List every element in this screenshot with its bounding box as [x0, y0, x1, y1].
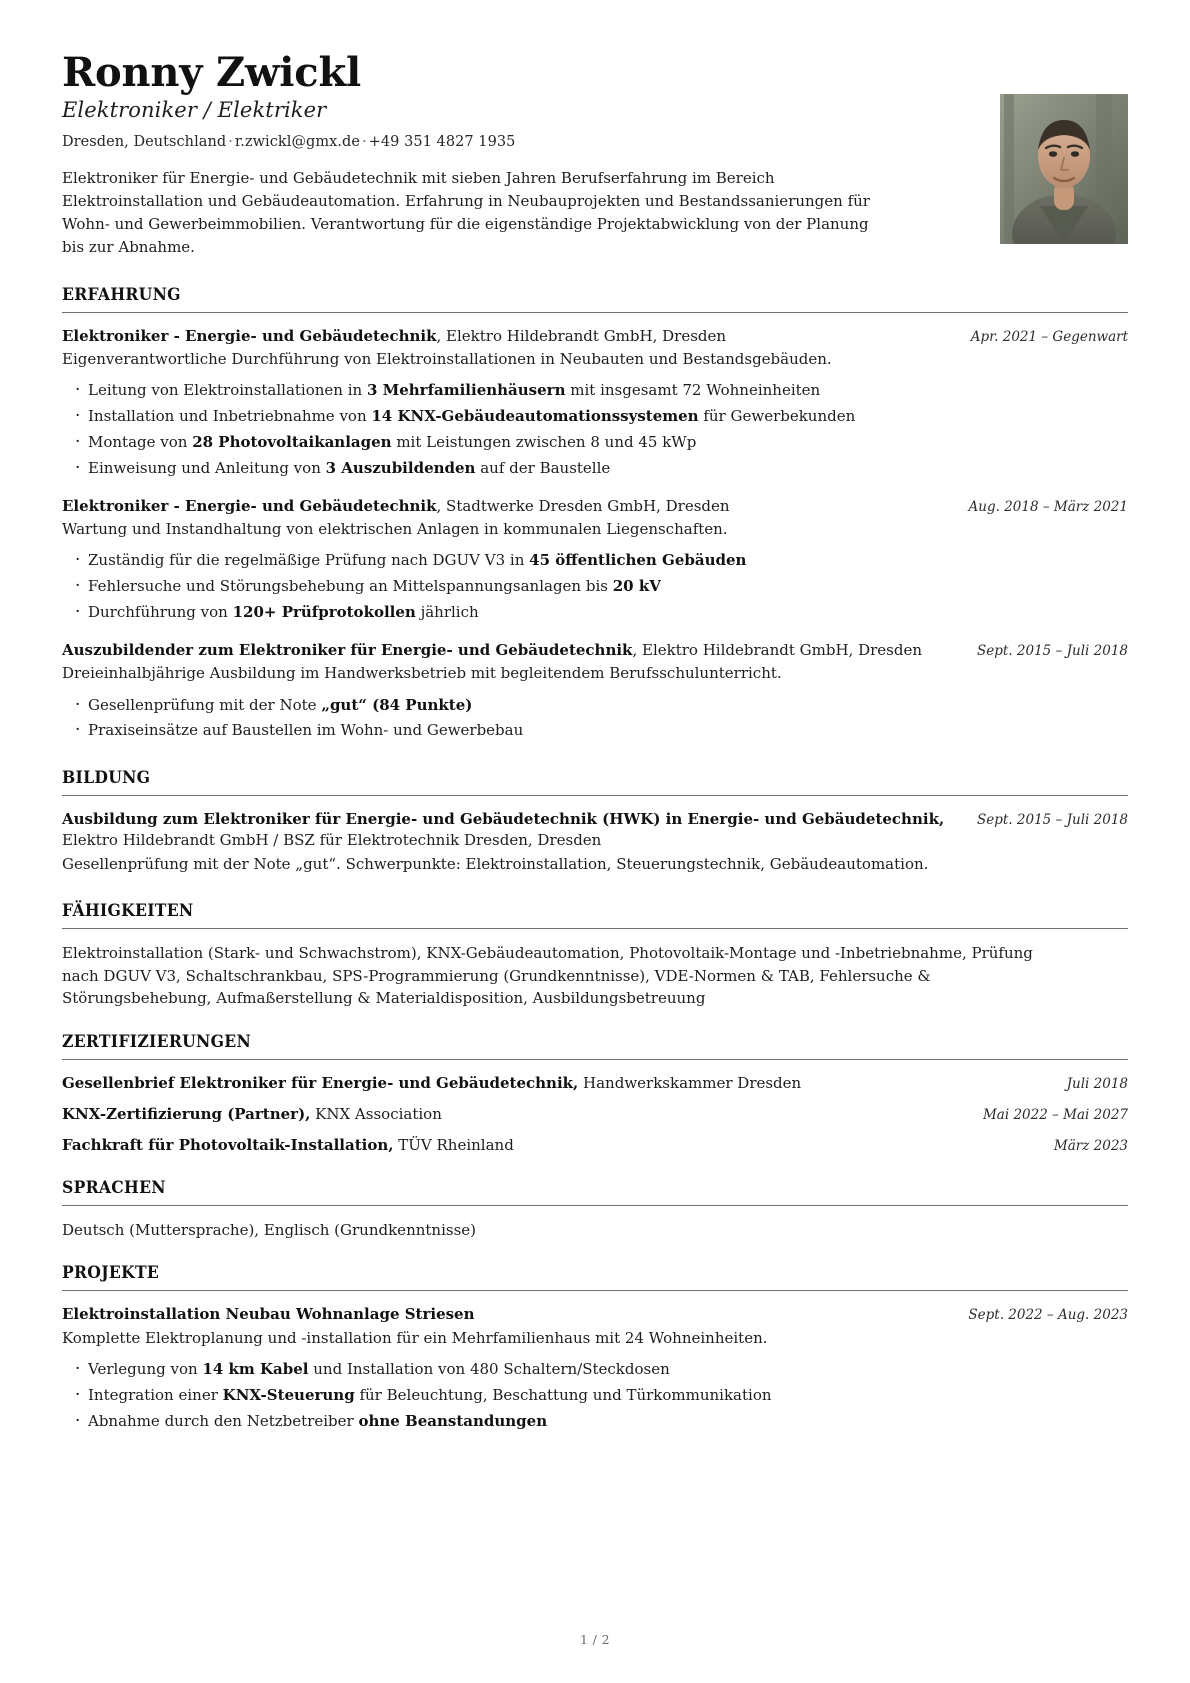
bullet-text-bold: 14 KNX-Gebäudeautomationssystemen — [371, 407, 699, 426]
contact-phone[interactable]: +49 351 4827 1935 — [368, 133, 516, 150]
certification-date: Juli 2018 — [1066, 1075, 1128, 1092]
job-headline: Elektroniker / Elektriker — [62, 98, 327, 123]
entry-date: Sept. 2015 – Juli 2018 — [977, 642, 1128, 659]
section-projects — [62, 1263, 1128, 1432]
entry-title — [62, 326, 953, 347]
entry-header — [62, 640, 1128, 661]
entry-date: Apr. 2021 – Gegenwart — [970, 328, 1128, 345]
section-divider — [62, 795, 1128, 796]
bullet-text-pre: Zuständig für die regelmäßige Prüfung nach DGUV V3 in — [88, 551, 530, 570]
languages-text: Deutsch (Muttersprache), Englisch (Grundkenntnisse) — [62, 1220, 476, 1239]
entry-description: Dreieinhalbjährige Ausbildung im Handwerksbetrieb mit begleitendem Berufsschulunterricht. — [62, 664, 782, 683]
entry-header — [62, 809, 1128, 852]
certification-name — [62, 1104, 442, 1125]
bullet-text-post: jährlich — [415, 602, 479, 621]
list-item — [62, 549, 1128, 572]
entry-header — [62, 1304, 1128, 1325]
section-experience — [62, 285, 1128, 743]
section-heading-education: BILDUNG — [62, 768, 151, 789]
entry-header — [62, 496, 1128, 517]
bullet-text-post: mit Leistungen zwischen 8 und 45 kWp — [391, 433, 697, 451]
project-name: Elektroinstallation Neubau Wohnanlage Striesen — [62, 1305, 475, 1324]
bullet-text-pre: Montage von — [88, 433, 193, 451]
education-institution: Elektro Hildebrandt GmbH / BSZ für Elektrotechnik Dresden, Dresden — [62, 831, 602, 850]
bullet-text-post: mit insgesamt 72 Wohneinheiten — [565, 381, 821, 400]
entry-bullet-list — [62, 694, 1128, 743]
bullet-text-bold: 45 öffentlichen Gebäuden — [529, 551, 747, 570]
bullet-text-bold: KNX-Steuerung — [222, 1385, 355, 1404]
bullet-text-pre: Fehlersuche und Störungsbehebung an Mittelspannungsanlagen bis — [88, 577, 613, 596]
certification-title: Gesellenbrief Elektroniker für Energie- und Gebäudetechnik, — [62, 1073, 579, 1092]
list-item — [62, 601, 1128, 624]
bullet-text-bold: „gut“ (84 Punkte) — [321, 695, 473, 714]
section-skills — [62, 901, 1128, 1010]
bullet-text-bold: 14 km Kabel — [202, 1360, 309, 1379]
entry-title — [62, 809, 959, 852]
bullet-text-bold: 120+ Prüfprotokollen — [232, 602, 416, 621]
bullet-text-pre: Durchführung von — [88, 602, 233, 621]
certification-issuer: TÜV Rheinland — [393, 1135, 514, 1154]
section-languages — [62, 1178, 1128, 1242]
section-heading-languages: SPRACHEN — [62, 1177, 166, 1198]
section-education — [62, 768, 1128, 875]
entry-description: Gesellenprüfung mit der Note „gut“. Schwerpunkte: Elektroinstallation, Steuerungstechnik, Gebäudeautomation. — [62, 854, 929, 873]
bullet-text-pre: Abnahme durch den Netzbetreiber — [88, 1411, 359, 1430]
section-divider — [62, 928, 1128, 929]
entry-bullet-list — [62, 549, 1128, 623]
bullet-text-pre: Installation und Inbetriebnahme von — [88, 407, 372, 426]
bullet-text-pre: Praxiseinsätze auf Baustellen im Wohn- und Gewerbebau — [88, 721, 524, 740]
entry-company: , Stadtwerke Dresden GmbH, Dresden — [436, 496, 730, 515]
section-divider — [62, 1290, 1128, 1291]
section-heading-certifications: ZERTIFIZIERUNGEN — [62, 1031, 252, 1052]
bullet-text-pre: Integration einer — [88, 1385, 223, 1404]
bullet-text-post: für Beleuchtung, Beschattung und Türkommunikation — [354, 1385, 772, 1404]
entry-role: Elektroniker - Energie- und Gebäudetechnik — [62, 326, 437, 345]
education-degree: Ausbildung zum Elektroniker für Energie- und Gebäudetechnik (HWK) in Energie- und Gebäudetechnik, — [62, 810, 945, 829]
profile-summary: Elektroniker für Energie- und Gebäudetechnik mit sieben Jahren Berufserfahrung im Bereich Elektroinstallation und Gebäudeautomation. Erfahrung in Neubauprojekten und Bestandssanierungen für Wohn- und Gewerbeimmobilien. Verantwortung für die eigenständige Projektabwicklung von der Planung bis zur Abnahme. — [62, 169, 870, 256]
contact-line — [62, 133, 1128, 152]
project-entry — [62, 1304, 1128, 1432]
entry-company: , Elektro Hildebrandt GmbH, Dresden — [632, 640, 922, 659]
bullet-text-bold: 28 Photovoltaikanlagen — [192, 433, 392, 451]
section-heading-skills: FÄHIGKEITEN — [62, 901, 194, 922]
certification-row — [62, 1135, 1128, 1156]
bullet-text-pre: Verlegung von — [88, 1360, 203, 1379]
entry-description: Wartung und Instandhaltung von elektrischen Anlagen in kommunalen Liegenschaften. — [62, 519, 728, 538]
experience-entry — [62, 496, 1128, 624]
list-item — [62, 694, 1128, 717]
certification-title: Fachkraft für Photovoltaik-Installation, — [62, 1135, 394, 1154]
entry-company: , Elektro Hildebrandt GmbH, Dresden — [436, 326, 727, 345]
list-item — [62, 1358, 1128, 1381]
certification-date: März 2023 — [1053, 1137, 1128, 1154]
list-item — [62, 457, 1128, 480]
contact-location: Dresden, Deutschland — [62, 133, 227, 150]
entry-date: Sept. 2022 – Aug. 2023 — [968, 1307, 1128, 1324]
section-heading-projects: PROJEKTE — [62, 1263, 160, 1284]
entry-bullet-list — [62, 379, 1128, 479]
bullet-text-pre: Leitung von Elektroinstallationen in — [88, 381, 367, 400]
certification-row — [62, 1073, 1128, 1094]
bullet-text-bold: ohne Beanstandungen — [358, 1411, 548, 1430]
list-item — [62, 1384, 1128, 1407]
certification-issuer: Handwerkskammer Dresden — [578, 1073, 802, 1092]
certification-row — [62, 1104, 1128, 1125]
entry-title — [62, 640, 959, 661]
contact-email[interactable]: r.zwickl@gmx.de — [234, 133, 360, 150]
bullet-text-post: auf der Baustelle — [475, 458, 611, 477]
experience-entry — [62, 326, 1128, 480]
certification-issuer: KNX Association — [310, 1104, 442, 1123]
entry-description: Eigenverantwortliche Durchführung von Elektroinstallationen in Neubauten und Bestandsgebäuden. — [62, 349, 832, 368]
section-divider — [62, 1205, 1128, 1206]
entry-title — [62, 1304, 950, 1325]
section-divider — [62, 312, 1128, 313]
entry-date: Sept. 2015 – Juli 2018 — [977, 812, 1128, 829]
bullet-text-pre: Einweisung und Anleitung von — [88, 458, 326, 477]
section-certifications — [62, 1032, 1128, 1156]
page-number: 1 / 2 — [579, 1632, 611, 1647]
list-item — [62, 379, 1128, 402]
certification-title: KNX-Zertifizierung (Partner), — [62, 1104, 311, 1123]
entry-role: Auszubildender zum Elektroniker für Energie- und Gebäudetechnik — [62, 640, 633, 659]
list-item — [62, 431, 1128, 454]
entry-role: Elektroniker - Energie- und Gebäudetechnik — [62, 496, 437, 515]
bullet-text-bold: 3 Auszubildenden — [325, 458, 476, 477]
entry-header — [62, 326, 1128, 347]
list-item — [62, 575, 1128, 598]
contact-separator-2: · — [361, 133, 367, 150]
section-heading-experience: ERFAHRUNG — [62, 284, 181, 305]
bullet-text-bold: 20 kV — [612, 577, 661, 596]
skills-text: Elektroinstallation (Stark- und Schwachstrom), KNX-Gebäudeautomation, Photovoltaik-Montage und -Inbetriebnahme, Prüfung nach DGUV V3, Schaltschrankbau, SPS-Programmierung (Grundkenntnisse), VDE-Normen & TAB, Fehlersuche & Störungsbehebung, Aufmaßerstellung & Materialdisposition, Ausbildungsbetreuung — [62, 944, 1033, 1008]
entry-title — [62, 496, 951, 517]
certification-name — [62, 1073, 801, 1094]
certification-date: Mai 2022 – Mai 2027 — [982, 1106, 1128, 1123]
list-item — [62, 405, 1128, 428]
certification-name — [62, 1135, 514, 1156]
experience-entry — [62, 640, 1128, 742]
avatar — [1000, 94, 1128, 244]
list-item — [62, 719, 1128, 742]
contact-separator-1: · — [228, 133, 233, 150]
resume-header — [62, 49, 1128, 259]
bullet-text-post: und Installation von 480 Schaltern/Steckdosen — [308, 1360, 670, 1379]
bullet-text-pre: Gesellenprüfung mit der Note — [88, 695, 322, 714]
entry-description: Komplette Elektroplanung und -installation für ein Mehrfamilienhaus mit 24 Wohneinheiten. — [62, 1328, 768, 1347]
bullet-text-post: für Gewerbekunden — [698, 407, 856, 426]
list-item — [62, 1410, 1128, 1433]
bullet-text-bold: 3 Mehrfamilienhäusern — [366, 381, 566, 400]
education-entry — [62, 809, 1128, 875]
page-title: Ronny Zwickl — [62, 49, 361, 96]
entry-date: Aug. 2018 – März 2021 — [968, 498, 1128, 515]
section-divider — [62, 1059, 1128, 1060]
entry-bullet-list — [62, 1358, 1128, 1432]
